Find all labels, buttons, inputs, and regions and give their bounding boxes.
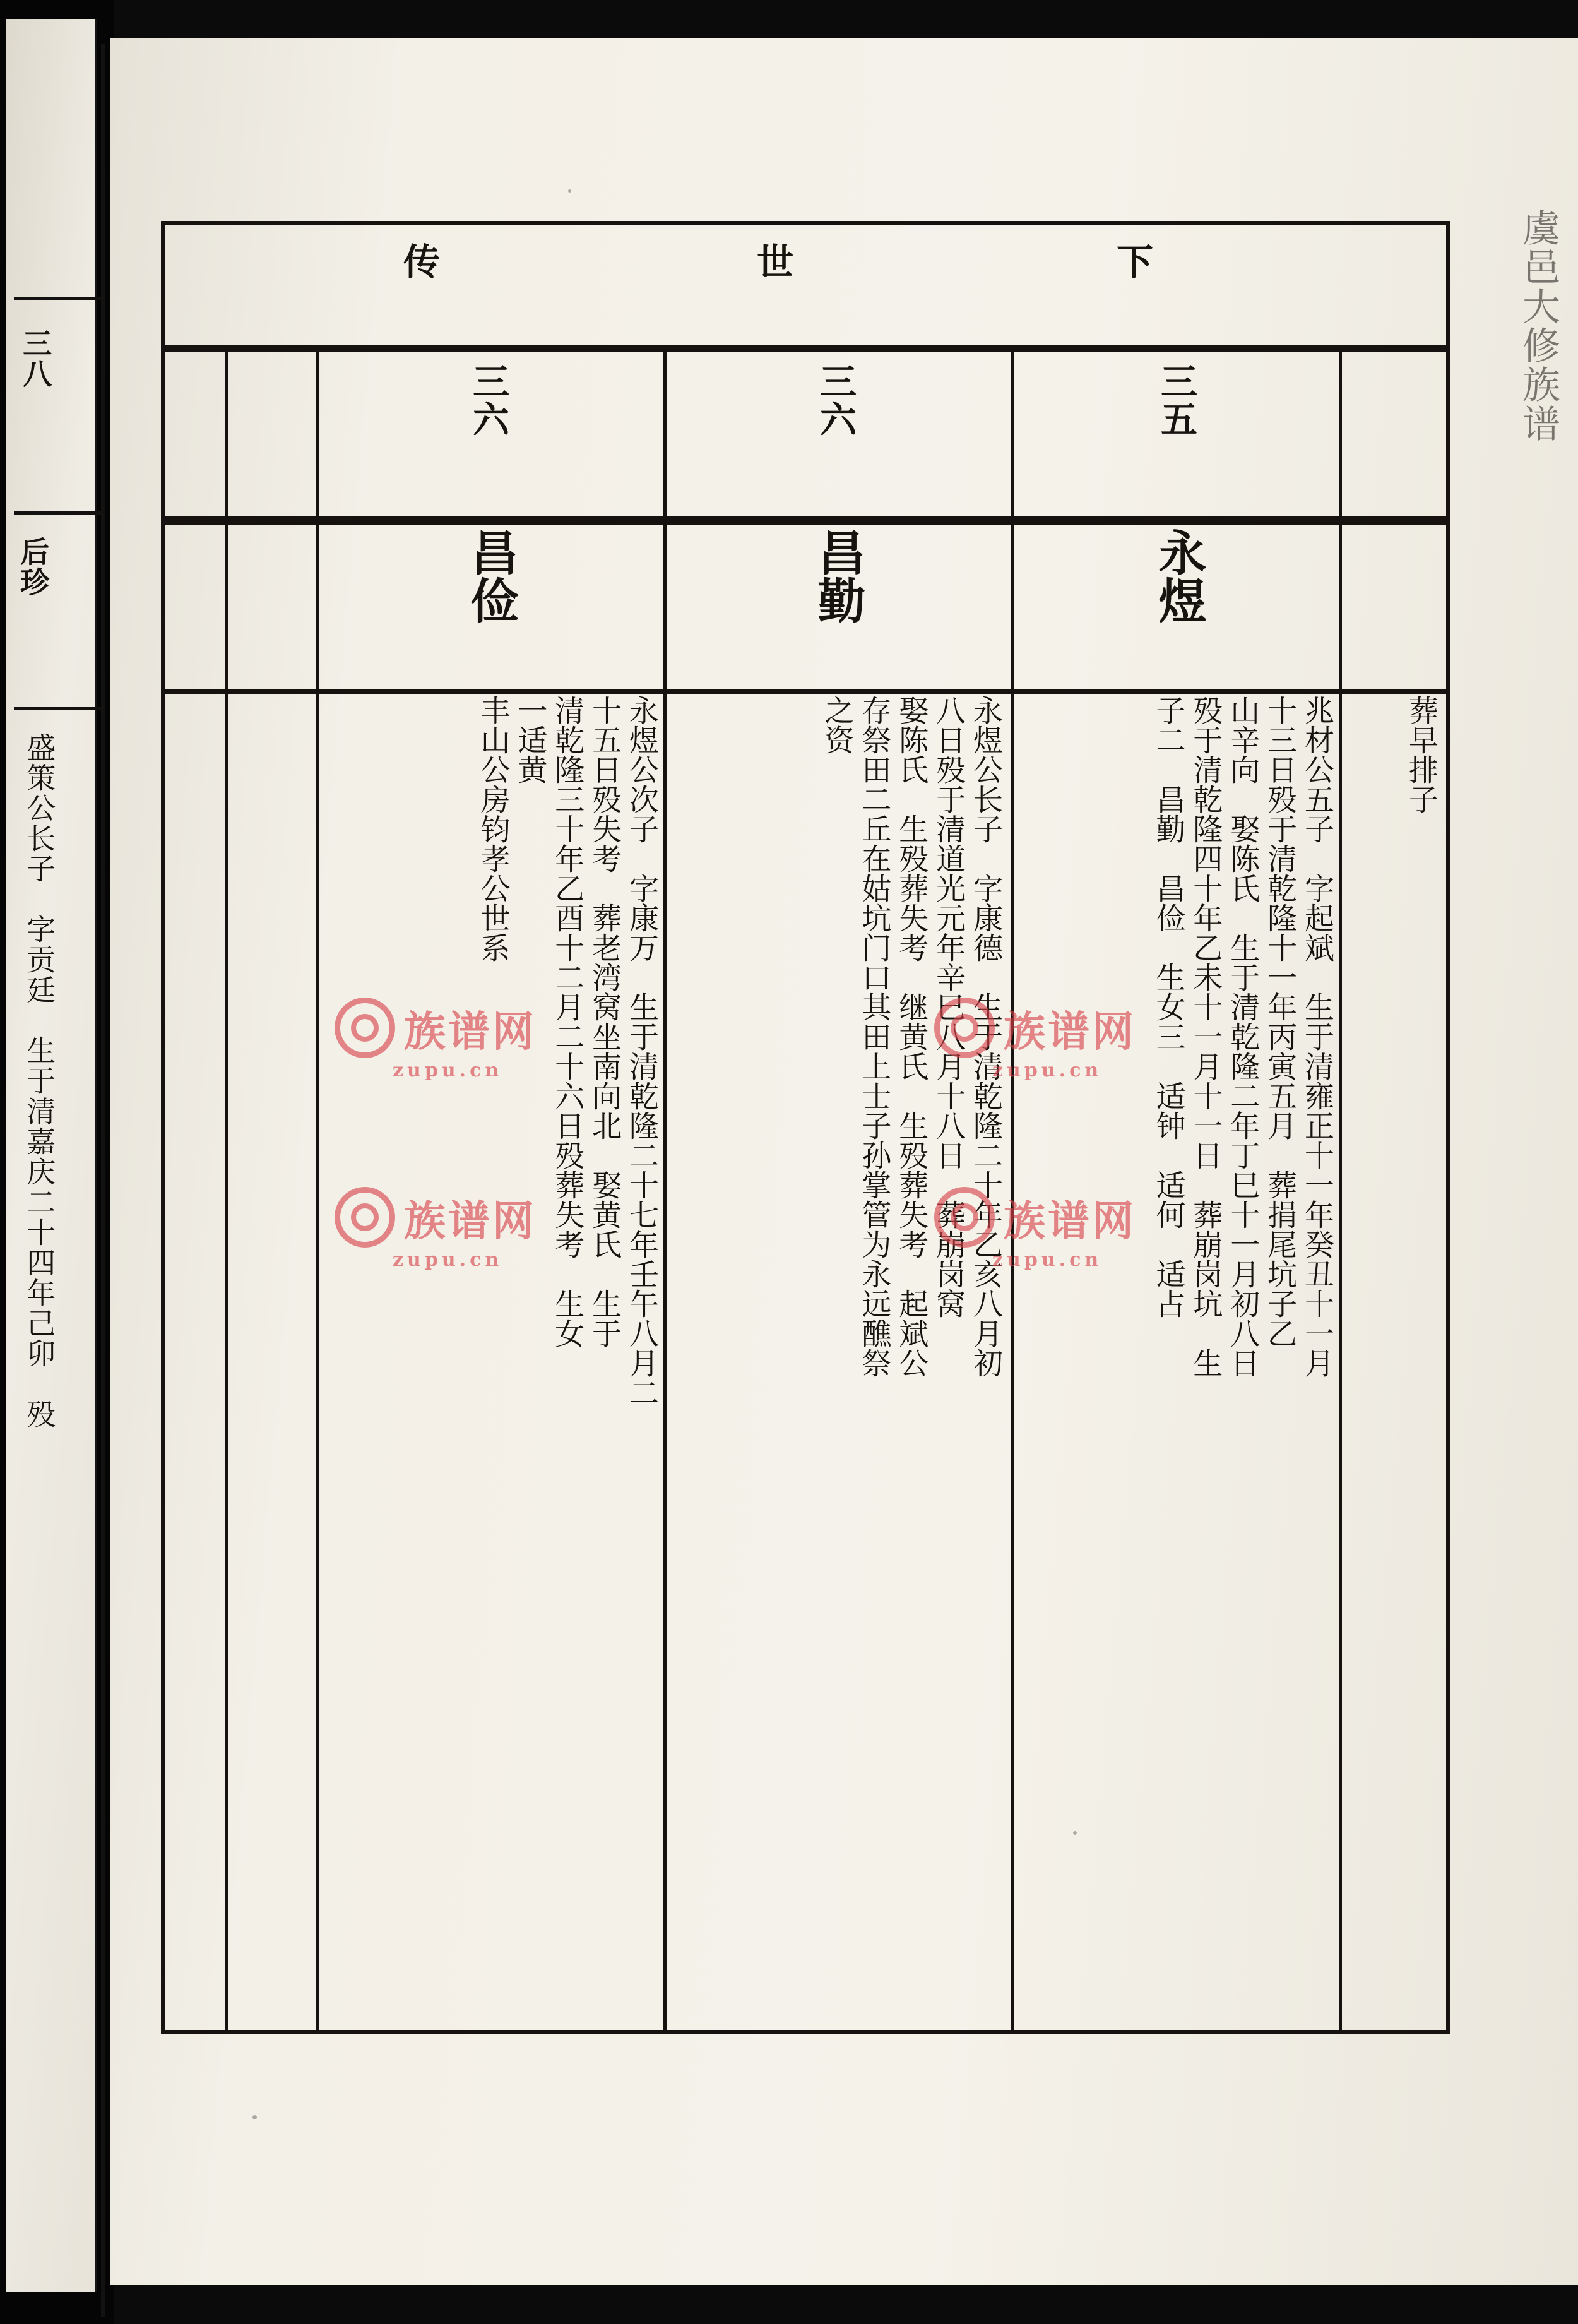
person-name-col2: 昌勤	[810, 528, 866, 624]
record-line: 兆材公五子 字起斌 生于清雍正十一年癸丑十一月	[1300, 695, 1334, 1378]
record-line: 山辛向 娶陈氏 生于清乾隆二年丁巳十一月初八日	[1225, 695, 1261, 1378]
watermark-subtext: zupu.cn	[393, 1249, 503, 1271]
table-rule	[165, 689, 1446, 694]
table-header-band	[165, 225, 1446, 345]
scan-speck	[252, 2115, 257, 2119]
record-line: 娶陈氏 生殁葬失考 继黄氏 生殁葬失考 起斌公	[894, 695, 929, 1378]
watermark-subtext: zupu.cn	[393, 1059, 503, 1082]
genealogy-table	[161, 221, 1450, 2034]
record-line: 清乾隆三十年乙酉十二月二十六日殁葬失考 生女	[550, 695, 585, 1348]
record-column-changqin	[670, 695, 1004, 2025]
record-line: 永煜公次子 字康万 生于清乾隆二十七年壬午八月二	[624, 695, 659, 1407]
record-line: 殁于清乾隆四十年乙未十一月十一日 葬崩岗坑 生	[1188, 695, 1223, 1378]
record-column-changjian	[323, 695, 660, 2025]
spine-rule	[14, 297, 101, 300]
header-word-xia: 下	[1110, 242, 1153, 280]
spine-rule	[14, 511, 101, 515]
generation-label-col3: 三五	[1154, 362, 1197, 438]
record-line: 十三日殁于清乾隆十一年丙寅五月 葬捐尾坑子乙	[1262, 695, 1298, 1348]
record-line: 之资	[819, 695, 855, 754]
watermark-subtext: zupu.cn	[992, 1249, 1103, 1271]
spine-person-record: 盛策公长子 字贡廷 生于清嘉庆二十四年己卯 殁	[22, 732, 57, 1429]
record-line: 子二 昌勤 昌俭 生女三 适钟 适何 适占	[1151, 695, 1186, 1318]
record-line: 存祭田二丘在姑坑门口其田上士子孙掌管为永远醮祭	[857, 695, 892, 1378]
header-word-chuan: 传	[397, 242, 440, 280]
record-line: 丰山公房钧孝公世系	[475, 695, 511, 962]
generation-label-col1: 三六	[466, 362, 509, 438]
generation-label-col2: 三六	[814, 362, 857, 438]
record-line: 十五日殁失考 葬老湾窝坐南向北 娶黄氏 生于	[587, 695, 622, 1348]
spine-edge-rule	[101, 44, 105, 2317]
name-row	[165, 521, 1446, 689]
watermark-text: 族谱网	[404, 1196, 537, 1246]
scan-speck	[568, 189, 571, 193]
record-column-yongyu	[1017, 695, 1336, 2025]
watermark-text: 族谱网	[404, 1006, 537, 1056]
watermark-subtext: zupu.cn	[992, 1059, 1103, 1082]
generation-row	[165, 349, 1446, 519]
record-line: 一适黄	[513, 695, 548, 784]
record-line: 八日殁于清道光元年辛巳八月十八日 葬崩岗窝	[931, 695, 966, 1318]
page-number: 三八	[18, 328, 53, 389]
scan-speck	[1073, 1831, 1077, 1835]
watermark-text: 族谱网	[1004, 1196, 1136, 1246]
spine-person-name: 后珍	[16, 537, 50, 597]
watermark-text: 族谱网	[1004, 1006, 1136, 1056]
spine-column	[11, 25, 92, 2273]
spine-rule	[14, 707, 101, 710]
person-name-col3: 永煜	[1151, 528, 1207, 624]
record-column-right	[1345, 695, 1440, 2025]
book-title-margin: 虞邑大修族谱	[1516, 208, 1560, 443]
record-line: 葬早排子	[1404, 695, 1439, 814]
record-line: 永煜公长子 字康德 生于清乾隆二十年乙亥八月初	[968, 695, 1003, 1378]
header-word-shi: 世	[750, 242, 793, 280]
person-name-col1: 昌俭	[463, 528, 519, 624]
